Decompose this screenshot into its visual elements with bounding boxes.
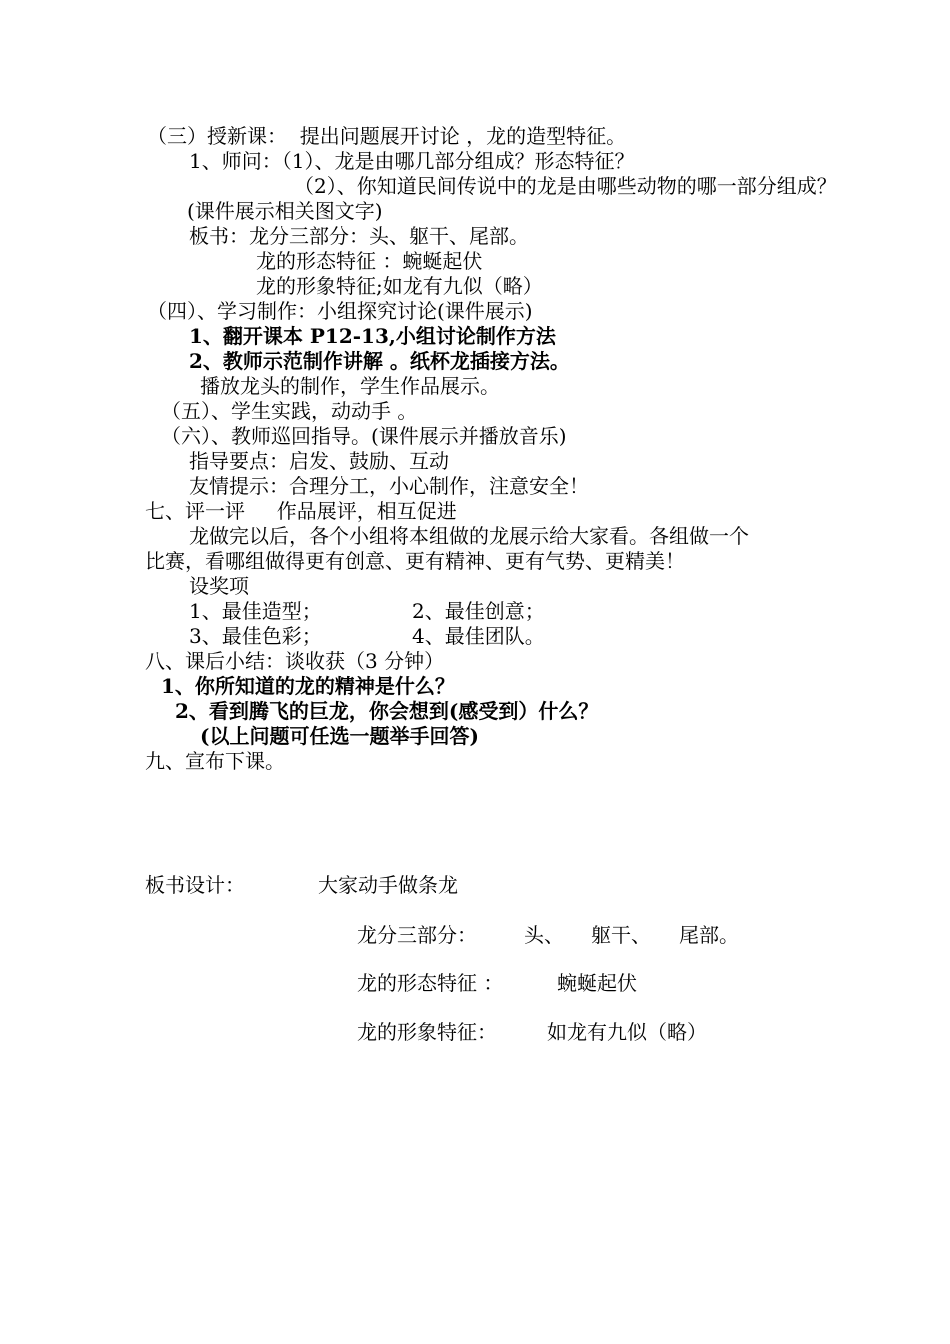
teacher-question-2: （2）、你知道民间传说中的龙是由哪些动物的哪一部分组成？ bbox=[294, 174, 837, 198]
board-note-form: 龙的形态特征 ：蜿蜒起伏 bbox=[256, 249, 483, 273]
board-row-parts-tail: 尾部。 bbox=[679, 923, 739, 947]
answer-note: (以上问题可任选一题举手回答) bbox=[200, 724, 479, 748]
board-row-image-label: 龙的形象特征： bbox=[357, 1020, 497, 1044]
friendly-tips: 友情提示：合理分工，小心制作，注意安全！ bbox=[189, 474, 589, 498]
board-design-label: 板书设计： bbox=[145, 873, 245, 897]
section-7-heading: 七、评一评 作品展评，相互促进 bbox=[145, 499, 457, 523]
board-design-title: 大家动手做条龙 bbox=[318, 873, 458, 897]
board-row-parts-head: 头、 bbox=[524, 923, 564, 947]
award-3: 3、最佳色彩； bbox=[189, 624, 322, 648]
step-play-video: 播放龙头的制作，学生作品展示。 bbox=[200, 374, 500, 398]
award-1: 1、最佳造型； bbox=[189, 599, 322, 623]
board-note-image: 龙的形象特征;如龙有九似（略） bbox=[256, 274, 543, 298]
courseware-note: (课件展示相关图文字) bbox=[187, 199, 383, 223]
board-row-form-value: 蜿蜒起伏 bbox=[557, 971, 637, 995]
section-8-heading: 八、课后小结：谈收获（3 分钟） bbox=[145, 649, 445, 673]
summary-question-2: 2、看到腾飞的巨龙，你会想到(感受到）什么？ bbox=[175, 699, 599, 723]
section-6-heading: （六）、教师巡回指导。(课件展示并播放音乐) bbox=[161, 424, 567, 448]
step-teacher-demo: 2、教师示范制作讲解 。纸杯龙插接方法。 bbox=[189, 349, 570, 373]
section-5-heading: （五）、学生实践，动动手 。 bbox=[161, 399, 418, 423]
teacher-question-1: 1、师问：（1）、龙是由哪几部分组成？形态特征？ bbox=[189, 149, 635, 173]
board-row-image-value: 如龙有九似（略） bbox=[547, 1020, 707, 1044]
board-row-parts-label: 龙分三部分： bbox=[357, 923, 477, 947]
guidance-points: 指导要点：启发、鼓励、互动 bbox=[189, 449, 449, 473]
board-note-parts: 板书：龙分三部分：头、躯干、尾部。 bbox=[189, 224, 529, 248]
evaluation-paragraph-line1: 龙做完以后，各个小组将本组做的龙展示给大家看。各组做一个 bbox=[189, 524, 749, 548]
evaluation-paragraph-line2: 比赛，看哪组做得更有创意、更有精神、更有气势、更精美！ bbox=[145, 549, 685, 573]
section-4-heading: （四）、学习制作：小组探究讨论(课件展示) bbox=[147, 299, 533, 323]
award-2: 2、最佳创意； bbox=[412, 599, 545, 623]
section-3-heading: （三）授新课： 提出问题展开讨论 ，龙的造型特征。 bbox=[147, 124, 627, 148]
section-9-heading: 九、宣布下课。 bbox=[145, 749, 285, 773]
step-open-book: 1、翻开课本 P12-13,小组讨论制作方法 bbox=[189, 324, 556, 348]
board-row-form-label: 龙的形态特征 ： bbox=[357, 971, 504, 995]
award-4: 4、最佳团队。 bbox=[412, 624, 545, 648]
summary-question-1: 1、你所知道的龙的精神是什么？ bbox=[161, 674, 455, 698]
board-row-parts-body: 躯干、 bbox=[591, 923, 651, 947]
awards-heading: 设奖项 bbox=[189, 574, 249, 598]
